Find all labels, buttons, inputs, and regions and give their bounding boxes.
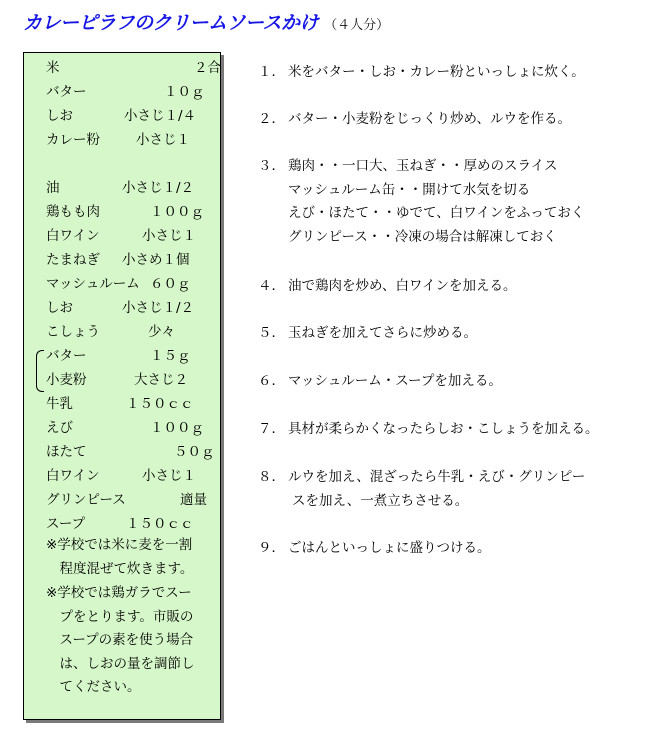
ingredient-name: カレー粉 [46,132,100,148]
step-number: １． [258,64,285,80]
ingredient-name: マッシュルーム [46,276,140,292]
ingredient-amount: １５０ｃｃ [126,516,194,532]
ingredient-name: ほたて [46,444,87,460]
ingredient-row [46,225,221,247]
ingredient-name: しお [46,108,73,124]
ingredient-row [46,369,221,391]
note-line: は、しおの量を調節し [46,655,195,672]
step-item [258,418,599,442]
ingredient-row [46,513,221,535]
ingredient-name: 鶏もも肉 [46,204,100,220]
ingredient-name: グリンピース [46,492,126,508]
ingredient-amount: 小さじ１/４ [124,108,197,124]
step-text: 具材が柔らかくなったらしお・こしょうを加える。 [288,421,599,437]
step-number: ８． [258,469,285,485]
ingredient-name: 白ワイン [46,468,100,484]
ingredient-row [46,345,221,367]
roux-bracket [36,350,44,392]
ingredient-amount: １００ｇ [150,204,204,220]
step-item [258,322,477,346]
serving-size: （４人分） [324,18,390,33]
step-text: ごはんといっしょに盛りつける。 [288,540,491,556]
ingredient-name: 牛乳 [46,396,73,412]
note-line: ※学校では鶏ガラでスー [46,585,192,601]
ingredient-row [46,417,221,439]
step-item [258,537,491,561]
step-text: マッシュルーム・スープを加える。 [288,373,502,389]
step-text: 米をバター・しお・カレー粉といっしょに炊く。 [288,64,585,80]
ingredient-row [46,81,221,103]
ingredient-row [46,321,221,343]
ingredient-amount: 少々 [148,324,175,340]
ingredient-amount: １００ｇ [150,420,204,436]
ingredient-amount: １５ｇ [150,348,191,364]
step-number: ３． [258,158,285,174]
step-item [258,275,517,299]
ingredient-row [46,57,221,79]
step-text: グリンピース・・冷凍の場合は解凍しておく [288,228,557,245]
ingredient-amount: １０ｇ [164,84,205,100]
step-text: スを加え、一煮立ちさせる。 [292,492,469,509]
ingredient-row [46,129,221,151]
ingredient-name: えび [46,420,73,436]
ingredient-row [46,201,221,223]
ingredient-name: バター [46,84,87,100]
ingredient-amount: 小さじ１/２ [122,180,195,196]
ingredient-amount: 大さじ２ [134,372,188,388]
ingredient-name: バター [46,348,87,364]
ingredient-name: 白ワイン [46,228,100,244]
ingredient-amount: 小さじ１ [136,132,190,148]
step-text: 鶏肉・・一口大、玉ねぎ・・厚めのスライス [288,158,558,174]
step-number: ２． [258,111,285,127]
ingredient-amount: ５０ｇ [174,444,215,460]
recipe-title [23,8,389,35]
step-item [258,466,585,513]
ingredient-name: こしょう [46,324,100,340]
step-number: ４． [258,278,285,294]
step-item [258,155,584,249]
ingredient-row [46,297,221,319]
ingredient-amount: 小さじ１ [142,468,196,484]
ingredient-name: 油 [46,180,60,196]
ingredient-row [46,105,221,127]
step-number: ９． [258,540,285,556]
ingredients-box [23,52,221,720]
ingredient-row [46,489,221,511]
ingredient-row [46,273,221,295]
ingredient-name: 米 [46,60,60,76]
step-number: ５． [258,325,285,341]
note-line: てください。 [46,679,141,695]
note-line: 程度混ぜて炊きます。 [46,560,194,577]
note-line: ※学校では米に麦を一割 [46,537,193,553]
note-note2 [46,582,195,700]
ingredient-amount: ２合 [194,60,221,76]
ingredient-row [46,441,221,463]
ingredient-amount: 小さじ１ [142,228,196,244]
step-number: ６． [258,373,285,389]
step-text: えび・ほたて・・ゆでて、白ワインをふっておく [288,205,585,221]
step-text: バター・小麦粉をじっくり炒め、ルウを作る。 [288,111,571,127]
ingredient-row [46,465,221,487]
step-item [258,370,502,394]
step-text: マッシュルーム缶・・開けて水気を切る [288,181,531,198]
ingredient-name: しお [46,300,73,316]
step-text: 玉ねぎを加えてさらに炒める。 [288,325,477,341]
note-note1 [46,534,193,581]
ingredient-row [46,177,221,199]
ingredient-name: 小麦粉 [46,372,87,388]
ingredient-amount: 小さじ１/２ [122,300,195,316]
ingredient-amount: ６０ｇ [150,276,191,292]
note-line: プをとります。市販の [46,608,194,625]
recipe-name: カレーピラフのクリームソースかけ [23,12,319,34]
note-line: スープの素を使う場合 [46,632,194,648]
step-item [258,108,571,132]
ingredient-amount: 適量 [180,492,207,508]
ingredient-row [46,249,221,271]
step-text: 油で鶏肉を炒め、白ワインを加える。 [288,278,517,294]
ingredient-name: たまねぎ [46,252,100,268]
ingredient-amount: 小さめ１個 [122,252,190,268]
ingredient-amount: １５０ｃｃ [126,396,194,412]
ingredient-name: スープ [46,516,86,532]
ingredient-row [46,393,221,415]
step-item [258,61,585,85]
step-number: ７． [258,421,285,437]
step-text: ルウを加え、混ざったら牛乳・えび・グリンピー [288,469,586,485]
